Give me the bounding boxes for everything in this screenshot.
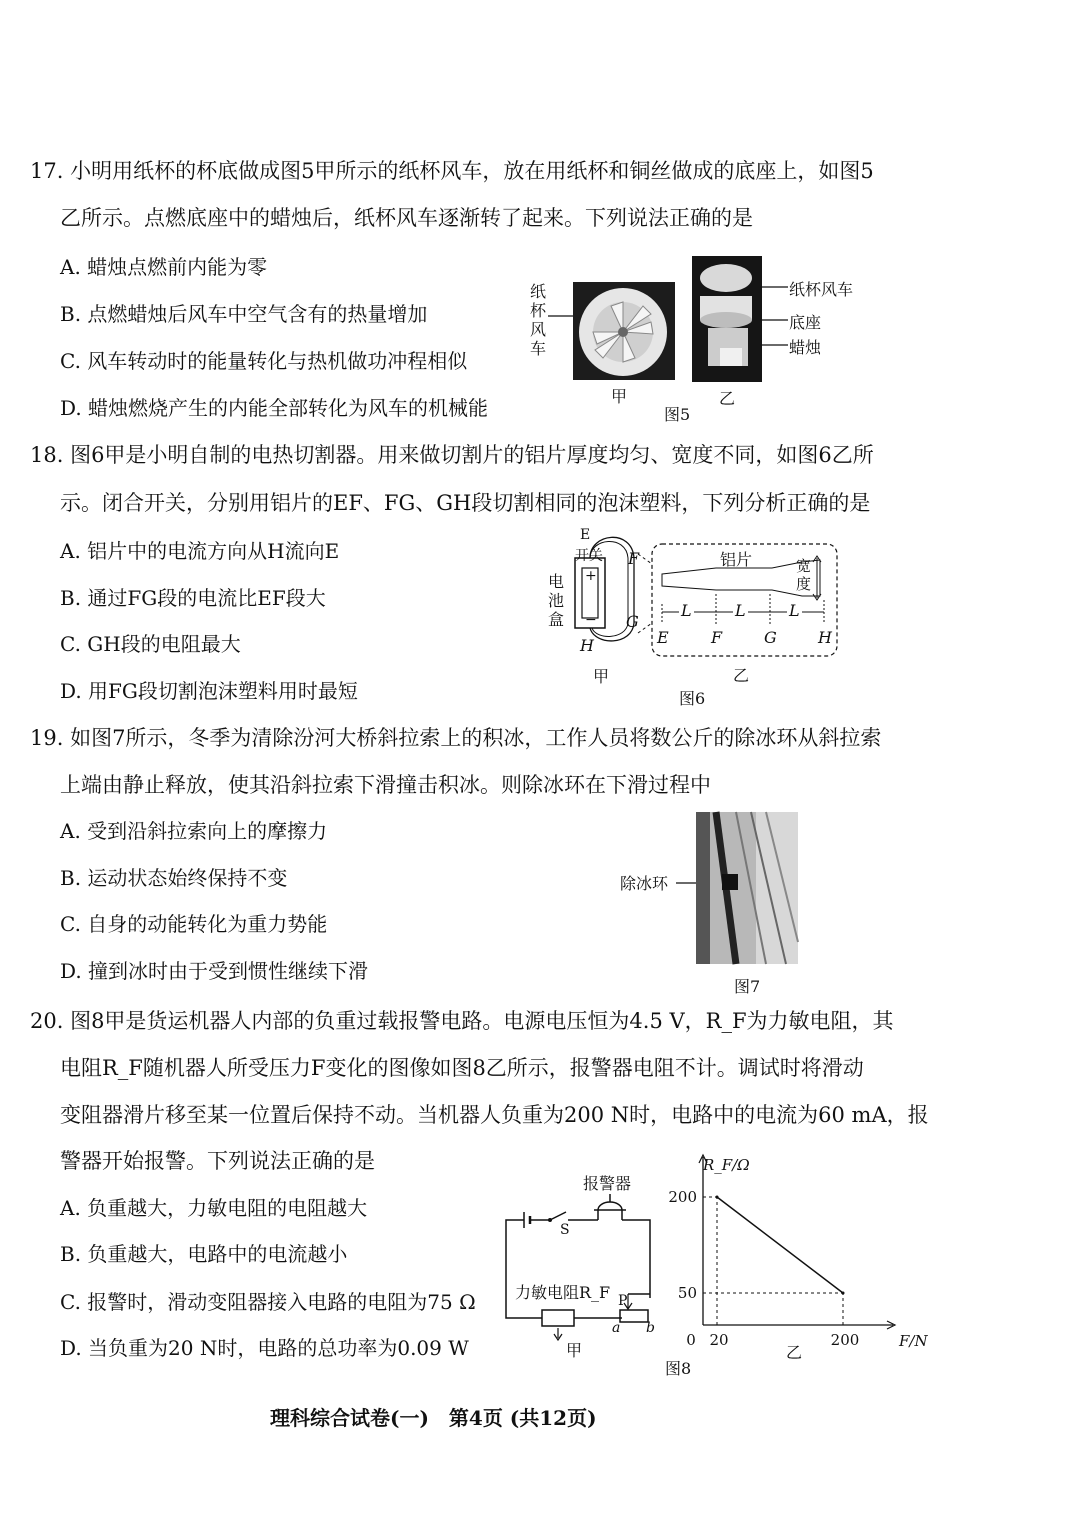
q20-option-a: A. 负重越大，力敏电阻的电阻越大: [60, 1196, 368, 1220]
q17-option-d: D. 蜡烛燃烧产生的内能全部转化为风车的机械能: [60, 396, 489, 420]
data-point: [842, 1292, 845, 1295]
fig6-label-f: F: [628, 549, 640, 568]
q18-stem-line2: 示。闭合开关，分别用铝片的EF、FG、GH段切割相同的泡沫塑料，下列分析正确的是: [60, 491, 871, 515]
fig6-point-f: F: [711, 628, 723, 647]
q18-option-b: B. 通过FG段的电流比EF段大: [60, 586, 326, 610]
q17-option-a: A. 蜡烛点燃前内能为零: [60, 255, 268, 279]
fig6-sub-a: 甲: [593, 667, 610, 686]
fig7-caption: 图7: [734, 977, 761, 996]
fig6-foil-label: 铝片: [720, 550, 753, 569]
q18-stem-line1: 18. 图6甲是小明自制的电热切割器。用来做切割片的铝片厚度均匀、宽度不同，如图6乙所: [30, 443, 874, 467]
alarm-symbol: [598, 1202, 622, 1220]
fig8-slider-label: P: [618, 1293, 628, 1309]
fig5-sub-b: 乙: [719, 389, 736, 408]
y-tick-label-200: 200: [668, 1188, 697, 1206]
chart-ticks: [668, 1156, 928, 1350]
fig8-caption: 图8: [665, 1359, 692, 1378]
fig5-label-pinwheel: 纸杯风车: [789, 280, 854, 299]
base-image: [692, 256, 762, 382]
fig6-length-1: L: [681, 601, 692, 620]
fig6-label-e: E: [580, 527, 591, 543]
fig6-sub-b: 乙: [733, 666, 750, 685]
q17-option-c: C. 风车转动时的能量转化与热机做功冲程相似: [60, 349, 468, 373]
q19-option-d: D. 撞到冰时由于受到惯性继续下滑: [60, 959, 369, 983]
base-photo: [692, 256, 762, 382]
fig6-point-e: E: [657, 628, 669, 647]
q20-option-b: B. 负重越大，电路中的电流越小: [60, 1242, 348, 1266]
data-point: [716, 1196, 719, 1199]
q19-stem-line1: 19. 如图7所示，冬季为清除汾河大桥斜拉索上的积冰，工作人员将数公斤的除冰环从斜拉索: [30, 726, 882, 750]
x-tick-label-20: 20: [709, 1331, 729, 1349]
fig8-sensor-label: 力敏电阻R_F: [515, 1283, 611, 1302]
fig6-battery-label: 电 池 盒: [548, 572, 565, 629]
q19-stem-line2: 上端由静止释放，使其沿斜拉索下滑撞击积冰。则除冰环在下滑过程中: [60, 773, 711, 797]
fig8-b-label: b: [646, 1320, 655, 1336]
fig6-plus: +: [585, 568, 597, 584]
chart-guides: [703, 1197, 843, 1325]
q20-stem-line4: 警器开始报警。下列说法正确的是: [60, 1149, 375, 1173]
fig6-point-h: H: [818, 628, 832, 647]
x-tick-label-0: 0: [686, 1331, 696, 1349]
fig8-sub-b: 乙: [786, 1343, 803, 1362]
q19-option-b: B. 运动状态始终保持不变: [60, 866, 288, 890]
q17-stem-line1: 17. 小明用纸杯的杯底做成图5甲所示的纸杯风车，放在用纸杯和铜丝做成的底座上，如图5: [30, 159, 874, 183]
y-tick-label-50: 50: [677, 1284, 697, 1302]
switch-blade: [550, 1212, 566, 1220]
chart-axes: [699, 1155, 895, 1329]
page-footer: 理科综合试卷(一) 第4页 (共12页): [270, 1406, 597, 1430]
fig8-sub-a: 甲: [566, 1341, 583, 1360]
fig5-sub-a: 甲: [611, 387, 628, 406]
rheostat: [620, 1310, 648, 1322]
force-sensor: [542, 1310, 574, 1326]
x-axis-label: F/N: [899, 1332, 928, 1350]
fig5-pointers: [760, 280, 790, 360]
q17-stem-line2: 乙所示。点燃底座中的蜡烛后，纸杯风车逐渐转了起来。下列说法正确的是: [60, 206, 753, 230]
fig6-label-h: H: [580, 636, 594, 655]
q19-option-c: C. 自身的动能转化为重力势能: [60, 912, 328, 936]
fig6-length-2: L: [735, 601, 746, 620]
pinwheel-image: [573, 282, 675, 380]
fig8-switch-label: S: [560, 1222, 570, 1238]
fig8-circuit: [498, 1190, 668, 1330]
y-axis-label: R_F/Ω: [703, 1156, 750, 1174]
deicing-photo: [696, 812, 798, 964]
fig5-caption: 图5: [664, 405, 691, 424]
deicing-image: [696, 812, 798, 964]
fig6-minus: −: [585, 612, 597, 628]
fig5-label-candle: 蜡烛: [789, 338, 822, 357]
fig7-label: 除冰环: [620, 874, 669, 893]
q20-stem-line2: 电阻R_F随机器人所受压力F变化的图像如图8乙所示，报警器电阻不计。调试时将滑动: [60, 1056, 864, 1080]
fig6-point-g: G: [764, 628, 777, 647]
fig6-label-g: G: [626, 612, 639, 631]
q20-option-c: C. 报警时，滑动变阻器接入电路的电阻为75 Ω: [60, 1290, 476, 1314]
q20-option-d: D. 当负重为20 N时，电路的总功率为0.09 W: [60, 1336, 469, 1360]
q17-option-b: B. 点燃蜡烛后风车中空气含有的热量增加: [60, 302, 428, 326]
fig6-length-3: L: [789, 601, 800, 620]
rf-series-line: [717, 1197, 843, 1293]
fig6-caption: 图6: [679, 689, 706, 708]
q20-stem-line3: 变阻器滑片移至某一位置后保持不动。当机器人负重为200 N时，电路中的电流为60 mA，报: [60, 1103, 929, 1127]
fig6-width-label: 宽 度: [796, 557, 812, 593]
fig5-left-label: 纸 杯 风 车: [530, 282, 547, 358]
fig5-label-base: 底座: [789, 313, 822, 332]
fig8-a-label: a: [612, 1320, 621, 1336]
q18-option-a: A. 铝片中的电流方向从H流向E: [60, 539, 340, 563]
q19-option-a: A. 受到沿斜拉索向上的摩擦力: [60, 819, 328, 843]
fig8-alarm-label: 报警器: [583, 1174, 632, 1193]
rf-chart: [660, 1150, 928, 1360]
fig6-switch-label: 开关: [575, 548, 603, 564]
q18-option-c: C. GH段的电阻最大: [60, 632, 241, 656]
chart-series: [716, 1196, 845, 1295]
q18-option-d: D. 用FG段切割泡沫塑料用时最短: [60, 679, 358, 703]
x-tick-label-200: 200: [830, 1331, 860, 1349]
pinwheel-photo: [573, 282, 675, 380]
q20-stem-line1: 20. 图8甲是货运机器人内部的负重过载报警电路。电源电压恒为4.5 V，R_F为力敏电阻，其: [30, 1009, 894, 1033]
